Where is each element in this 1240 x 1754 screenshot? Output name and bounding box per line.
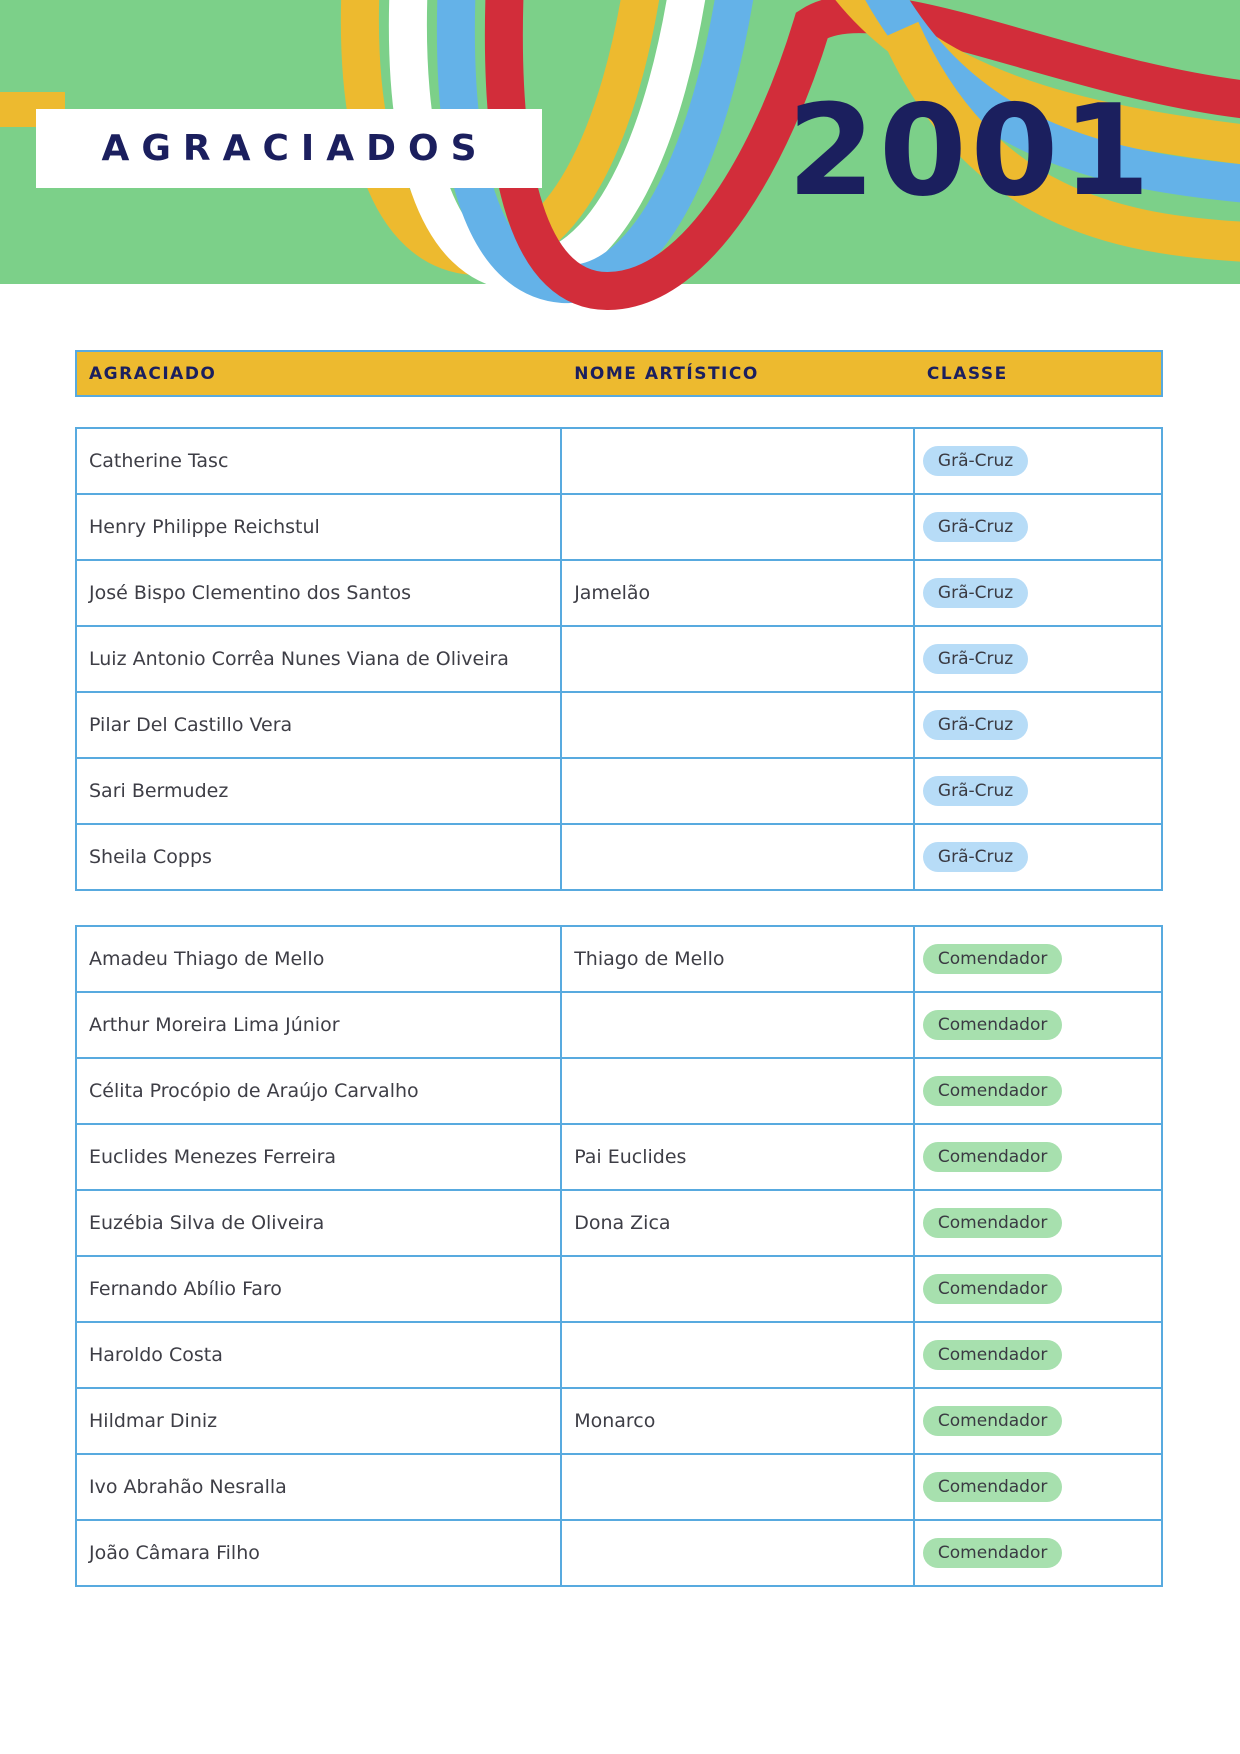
nome-artistico-cell bbox=[562, 627, 915, 691]
agraciado-name: Euclides Menezes Ferreira bbox=[89, 1146, 337, 1168]
agraciado-cell bbox=[77, 495, 562, 559]
classe-cell bbox=[915, 429, 1161, 493]
artistic-name: Monarco bbox=[574, 1410, 656, 1432]
table-row bbox=[77, 1057, 1161, 1123]
agraciado-cell bbox=[77, 1323, 562, 1387]
nome-artistico-cell bbox=[562, 1323, 915, 1387]
classe-badge: Comendador bbox=[923, 1472, 1062, 1502]
agraciado-cell bbox=[77, 1455, 562, 1519]
agraciado-name: Catherine Tasc bbox=[89, 450, 229, 472]
nome-artistico-cell bbox=[562, 825, 915, 889]
nome-artistico-cell bbox=[562, 1191, 915, 1255]
classe-badge: Grã-Cruz bbox=[923, 512, 1028, 542]
classe-badge: Comendador bbox=[923, 1340, 1062, 1370]
nome-artistico-cell bbox=[562, 993, 915, 1057]
table-row bbox=[77, 625, 1161, 691]
agraciado-cell bbox=[77, 1191, 562, 1255]
table-row bbox=[77, 493, 1161, 559]
classe-cell bbox=[915, 1323, 1161, 1387]
table-row bbox=[77, 991, 1161, 1057]
agraciado-cell bbox=[77, 429, 562, 493]
classe-cell bbox=[915, 927, 1161, 991]
classe-cell bbox=[915, 759, 1161, 823]
agraciado-name: Sheila Copps bbox=[89, 846, 212, 868]
agraciado-name: Hildmar Diniz bbox=[89, 1410, 218, 1432]
table-row bbox=[77, 691, 1161, 757]
table-row bbox=[77, 1387, 1161, 1453]
classe-badge: Grã-Cruz bbox=[923, 644, 1028, 674]
nome-artistico-cell bbox=[562, 1389, 915, 1453]
nome-artistico-cell bbox=[562, 1059, 915, 1123]
hero-banner bbox=[0, 0, 1240, 284]
column-header-classe: CLASSE bbox=[926, 363, 1008, 384]
agraciado-name: João Câmara Filho bbox=[89, 1542, 260, 1564]
classe-cell bbox=[915, 561, 1161, 625]
classe-badge: Comendador bbox=[923, 1076, 1062, 1106]
agraciado-name: Fernando Abílio Faro bbox=[89, 1278, 282, 1300]
agraciado-name: Henry Philippe Reichstul bbox=[89, 516, 320, 538]
table-row bbox=[77, 429, 1161, 493]
nome-artistico-cell bbox=[562, 1455, 915, 1519]
agraciado-name: Amadeu Thiago de Mello bbox=[89, 948, 325, 970]
agraciado-cell bbox=[77, 1059, 562, 1123]
agraciado-cell bbox=[77, 1125, 562, 1189]
classe-cell bbox=[915, 1389, 1161, 1453]
agraciado-cell bbox=[77, 759, 562, 823]
classe-cell bbox=[915, 1257, 1161, 1321]
classe-badge: Comendador bbox=[923, 1208, 1062, 1238]
artistic-name: Dona Zica bbox=[574, 1212, 671, 1234]
classe-badge: Comendador bbox=[923, 944, 1062, 974]
classe-cell bbox=[915, 1125, 1161, 1189]
classe-badge: Grã-Cruz bbox=[923, 578, 1028, 608]
comendador-table-group bbox=[75, 925, 1163, 1587]
table-header-row bbox=[75, 350, 1163, 397]
nome-artistico-cell bbox=[562, 1521, 915, 1585]
agraciado-cell bbox=[77, 561, 562, 625]
agraciado-name: Pilar Del Castillo Vera bbox=[89, 714, 293, 736]
table-row bbox=[77, 559, 1161, 625]
classe-badge: Comendador bbox=[923, 1010, 1062, 1040]
classe-cell bbox=[915, 627, 1161, 691]
classe-badge: Grã-Cruz bbox=[923, 446, 1028, 476]
table-row bbox=[77, 1453, 1161, 1519]
nome-artistico-cell bbox=[562, 1125, 915, 1189]
classe-badge: Grã-Cruz bbox=[923, 710, 1028, 740]
classe-cell bbox=[915, 993, 1161, 1057]
artistic-name: Jamelão bbox=[574, 582, 651, 604]
agraciado-cell bbox=[77, 825, 562, 889]
gra-cruz-table-group bbox=[75, 427, 1163, 891]
agraciado-name: Arthur Moreira Lima Júnior bbox=[89, 1014, 340, 1036]
classe-cell bbox=[915, 495, 1161, 559]
classe-badge: Comendador bbox=[923, 1142, 1062, 1172]
nome-artistico-cell bbox=[562, 1257, 915, 1321]
classe-cell bbox=[915, 1455, 1161, 1519]
table-row bbox=[77, 823, 1161, 889]
agraciado-name: Ivo Abrahão Nesralla bbox=[89, 1476, 287, 1498]
agraciado-name: Haroldo Costa bbox=[89, 1344, 223, 1366]
classe-badge: Grã-Cruz bbox=[923, 842, 1028, 872]
nome-artistico-cell bbox=[562, 495, 915, 559]
nome-artistico-cell bbox=[562, 759, 915, 823]
agraciado-name: José Bispo Clementino dos Santos bbox=[89, 582, 412, 604]
agraciado-cell bbox=[77, 1257, 562, 1321]
agraciado-cell bbox=[77, 927, 562, 991]
classe-cell bbox=[915, 1521, 1161, 1585]
agraciado-name: Luiz Antonio Corrêa Nunes Viana de Oliveira bbox=[89, 648, 509, 670]
agraciado-cell bbox=[77, 1389, 562, 1453]
nome-artistico-cell bbox=[562, 693, 915, 757]
agraciado-cell bbox=[77, 1521, 562, 1585]
classe-badge: Comendador bbox=[923, 1406, 1062, 1436]
classe-cell bbox=[915, 825, 1161, 889]
page-title: AGRACIADOS bbox=[101, 128, 489, 169]
agraciado-cell bbox=[77, 993, 562, 1057]
classe-cell bbox=[915, 693, 1161, 757]
table-row bbox=[77, 1123, 1161, 1189]
table-row bbox=[77, 1189, 1161, 1255]
classe-cell bbox=[915, 1191, 1161, 1255]
artistic-name: Thiago de Mello bbox=[574, 948, 725, 970]
table-row bbox=[77, 927, 1161, 991]
classe-badge: Comendador bbox=[923, 1274, 1062, 1304]
classe-badge: Comendador bbox=[923, 1538, 1062, 1568]
classe-badge: Grã-Cruz bbox=[923, 776, 1028, 806]
agraciado-name: Euzébia Silva de Oliveira bbox=[89, 1212, 325, 1234]
artistic-name: Pai Euclides bbox=[574, 1146, 687, 1168]
table-row bbox=[77, 1321, 1161, 1387]
nome-artistico-cell bbox=[562, 561, 915, 625]
agraciado-cell bbox=[77, 627, 562, 691]
agraciado-name: Célita Procópio de Araújo Carvalho bbox=[89, 1080, 419, 1102]
agraciado-cell bbox=[77, 693, 562, 757]
table-row bbox=[77, 1519, 1161, 1585]
agraciado-name: Sari Bermudez bbox=[89, 780, 229, 802]
nome-artistico-cell bbox=[562, 429, 915, 493]
title-banner bbox=[36, 109, 542, 188]
table-row bbox=[77, 1255, 1161, 1321]
column-header-nome-artistico: NOME ARTÍSTICO bbox=[574, 363, 759, 384]
honorees-table-section bbox=[75, 350, 1163, 1621]
table-row bbox=[77, 757, 1161, 823]
nome-artistico-cell bbox=[562, 927, 915, 991]
classe-cell bbox=[915, 1059, 1161, 1123]
column-header-agraciado: AGRACIADO bbox=[89, 363, 217, 384]
year-label: 2001 bbox=[787, 77, 1154, 224]
